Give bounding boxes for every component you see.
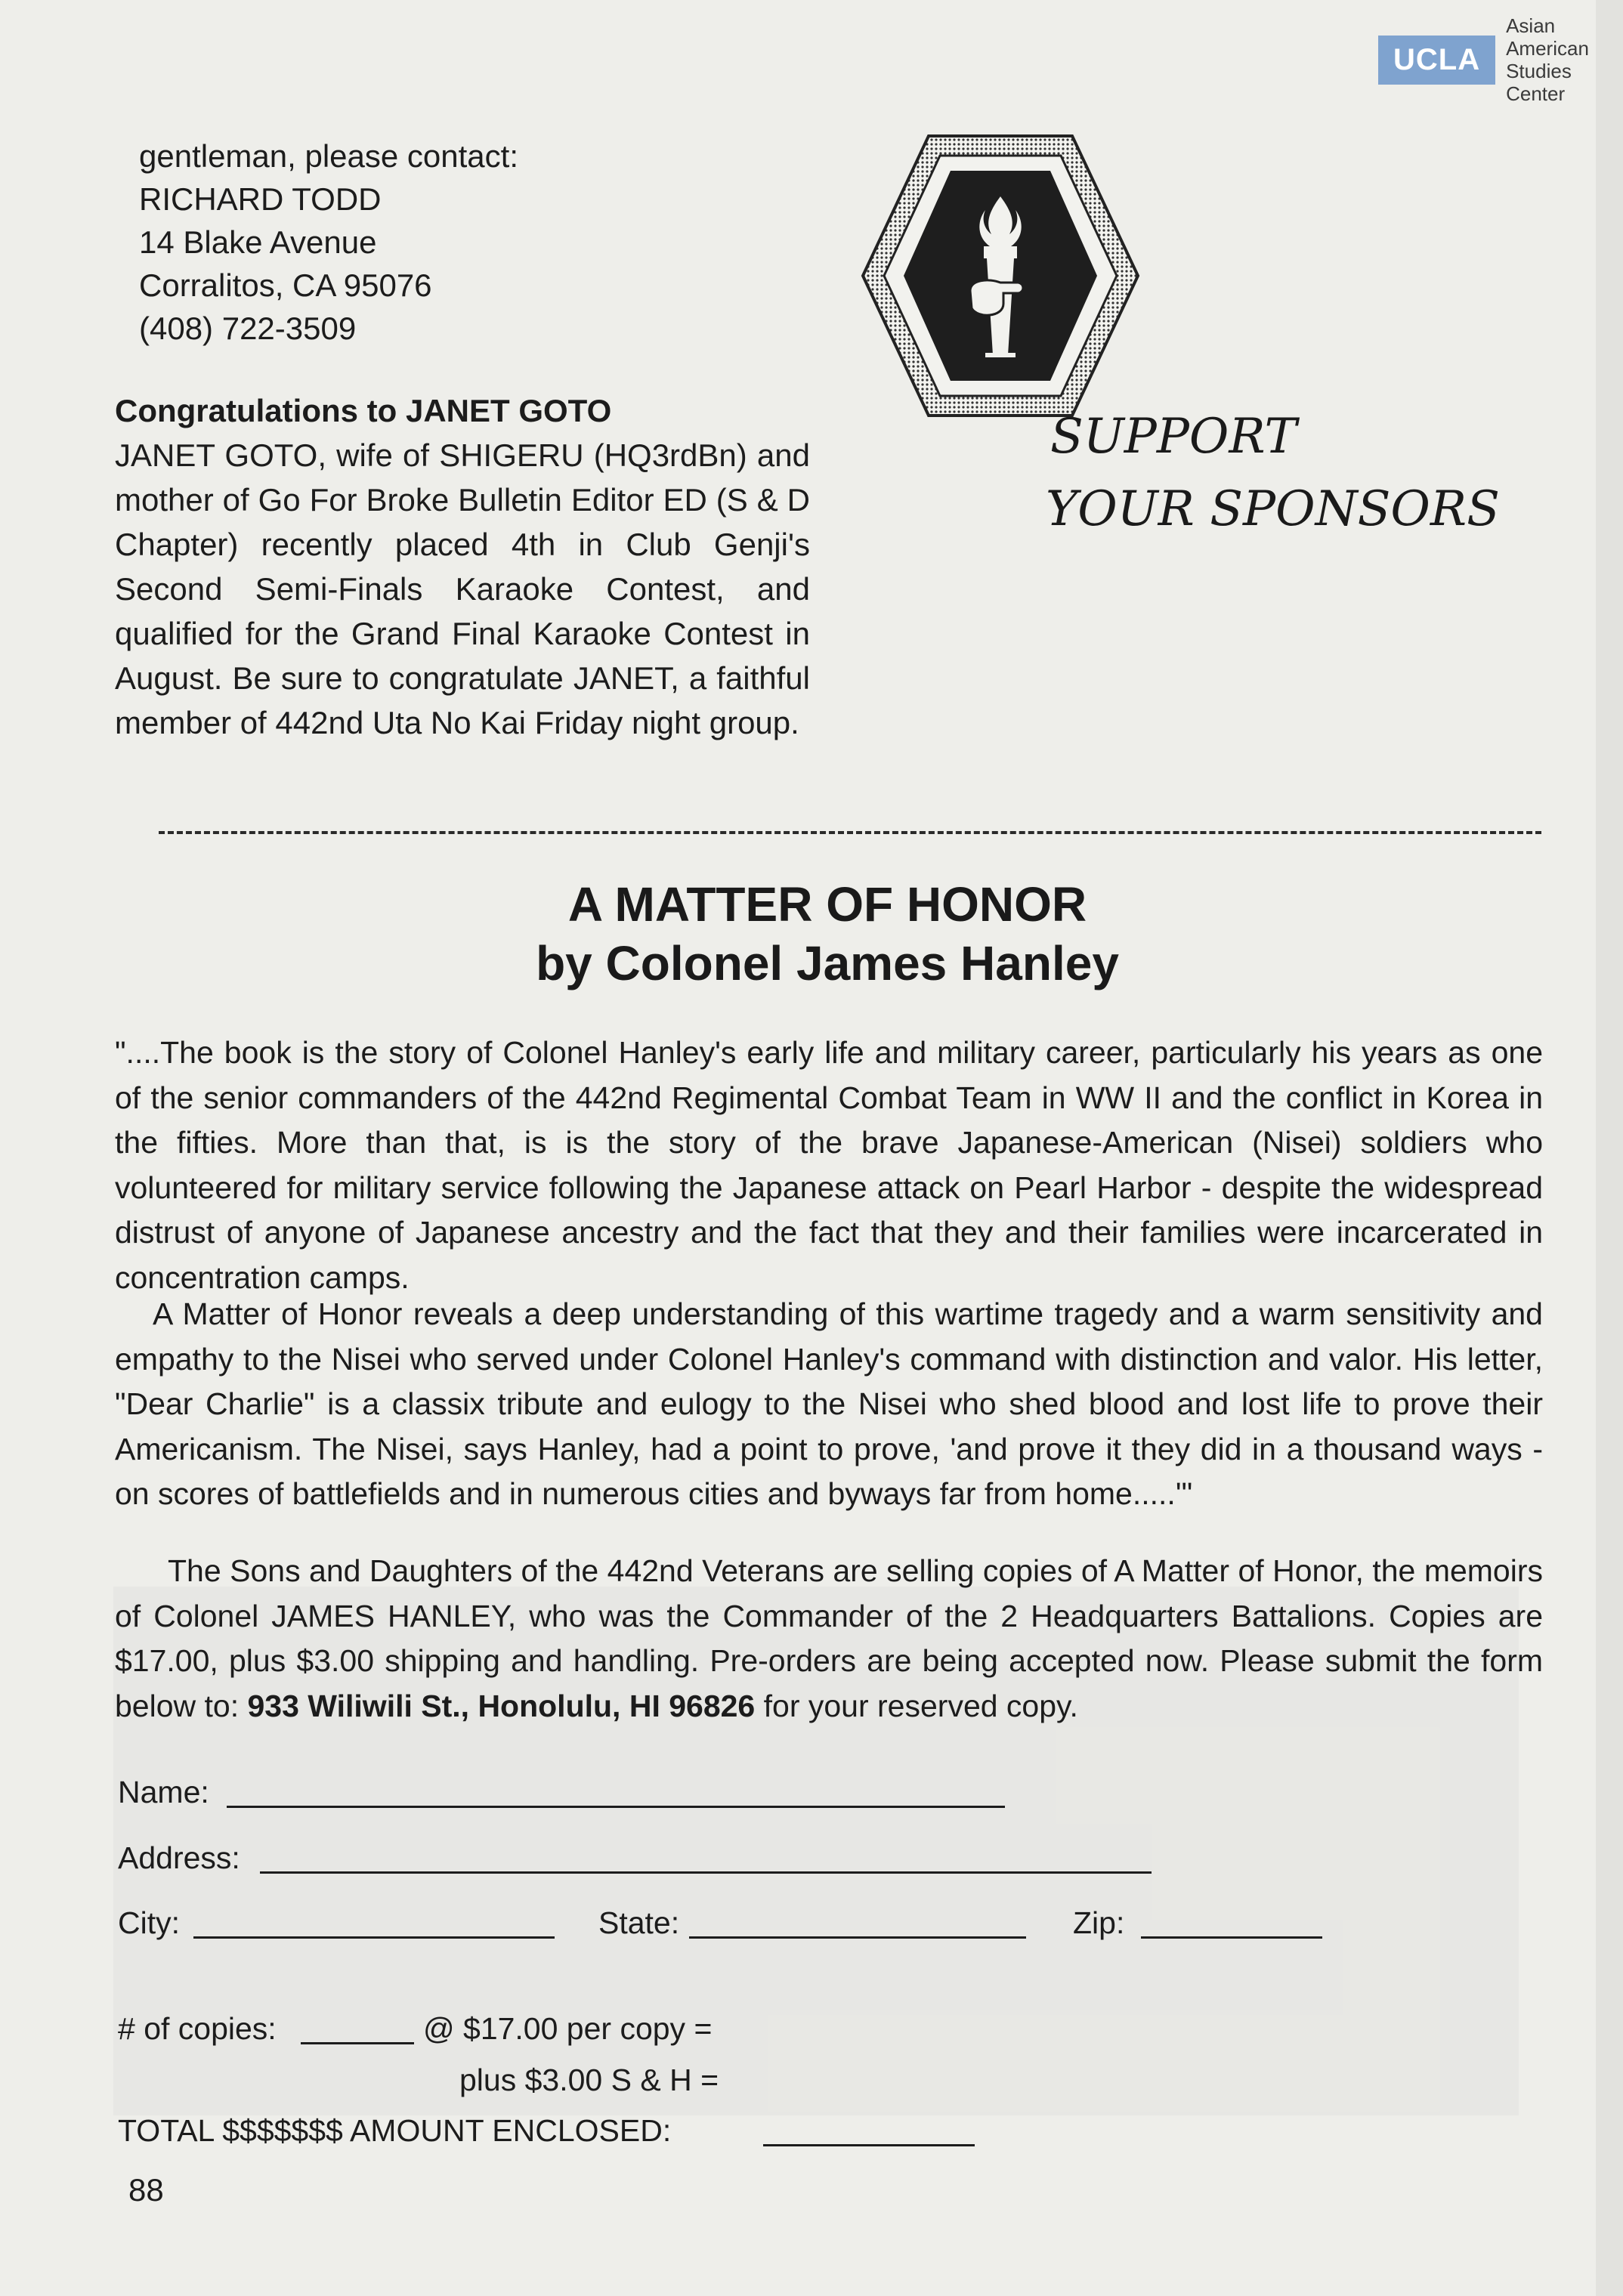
sponsors-line-1: SUPPORT — [1050, 409, 1297, 465]
watermark-text — [1506, 14, 1623, 105]
order-outro: for your reserved copy. — [755, 1688, 1078, 1723]
article-title: A MATTER OF HONOR — [567, 877, 1087, 932]
article-paragraph-3 — [115, 1549, 1543, 1729]
state-label: State: — [598, 1905, 680, 1940]
goto-body: JANET GOTO, wife of SHIGERU (HQ3rdBn) and mother of Go For Broke Bulletin Editor ED (S & D Chapter) recently placed 4th in Club Genji's Second Semi-Finals Karaoke Contest, and qualified for the Grand Final Karaoke Contest in August. Be sure to congratulate JANET, a faithful member of 442nd Uta No Kai Friday night group. — [115, 437, 810, 740]
address-field[interactable] — [260, 1871, 1152, 1874]
city-field[interactable] — [193, 1936, 555, 1939]
support-your-sponsors — [1046, 400, 1500, 545]
dashed-divider — [159, 831, 1541, 834]
contact-block — [139, 134, 518, 350]
zip-label: Zip: — [1073, 1905, 1125, 1940]
article-subtitle: by Colonel James Hanley — [536, 936, 1119, 990]
page-edge — [1596, 0, 1623, 2296]
copies-field[interactable] — [301, 2042, 414, 2044]
contact-city: Corralitos, CA 95076 — [139, 267, 432, 303]
page-number: 88 — [128, 2172, 164, 2208]
name-label: Name: — [118, 1775, 209, 1809]
contact-phone: (408) 722-3509 — [139, 311, 357, 346]
article-headline — [317, 875, 1337, 993]
torch-emblem-icon — [857, 128, 1144, 423]
article-paragraph-1: "....The book is the story of Colonel Hanley's early life and military career, particularly his years as one of the senior commanders of the 442nd Regimental Combat Team in WW II and the conflict in Korea in the fifties. More than that, is is the story of the brave Japanese-American (Nisei) soldiers who volunteered for military service following the Japanese attack on Pearl Harbor - despite the widespread distrust of anyone of Japanese ancestry and the fact that they and their families were incarcerated in concentration camps. — [115, 1035, 1543, 1295]
sponsors-line-2: YOUR SPONSORS — [1046, 481, 1500, 537]
address-label: Address: — [118, 1840, 240, 1875]
total-label: TOTAL $$$$$$$ AMOUNT ENCLOSED: — [118, 2113, 672, 2148]
copies-label: # of copies: — [118, 2011, 277, 2046]
zip-field[interactable] — [1141, 1936, 1322, 1939]
contact-street: 14 Blake Avenue — [139, 224, 377, 260]
article-paragraph-2: A Matter of Honor reveals a deep understanding of this wartime tragedy and a warm sensitivity and empathy to the Nisei who served under Colonel Hanley's command with distinction and valor. His letter, "Dear Charlie" is a classix tribute and eulogy to the Nisei who shed blood and lost life to prove their Americanism. The Nisei, says Hanley, had a point to prove, 'and prove it they did in a thousand ways - on scores of battlefields and in numerous cities and byways far from home.....'" — [115, 1296, 1543, 1511]
goto-announcement — [115, 388, 810, 745]
shipping-label: plus $3.00 S & H = — [459, 2063, 719, 2097]
name-field[interactable] — [227, 1806, 1005, 1808]
city-label: City: — [118, 1905, 180, 1940]
goto-heading: Congratulations to JANET GOTO — [115, 393, 612, 428]
total-field[interactable] — [763, 2144, 975, 2146]
ucla-watermark — [1378, 14, 1623, 105]
contact-intro: gentleman, please contact: — [139, 138, 518, 174]
state-field[interactable] — [689, 1936, 1026, 1939]
ucla-logo: UCLA — [1378, 36, 1495, 85]
order-intro: The Sons and Daughters of the 442nd Veterans are selling copies of A Matter of Honor, the memoirs of Colonel JAMES HANLEY, who was the Commander of the 2 Headquarters Battalions. Copies are $17.00, plus $3.00 shipping and handling. Pre-orders are being accepted now. Please submit the form below to: — [115, 1553, 1543, 1723]
watermark-line-1: Asian American — [1506, 14, 1589, 60]
price-per-copy-label: @ $17.00 per copy = — [423, 2011, 713, 2046]
order-address: 933 Wiliwili St., Honolulu, HI 96826 — [247, 1688, 756, 1723]
watermark-line-2: Studies Center — [1506, 60, 1572, 105]
contact-name: RICHARD TODD — [139, 181, 382, 217]
